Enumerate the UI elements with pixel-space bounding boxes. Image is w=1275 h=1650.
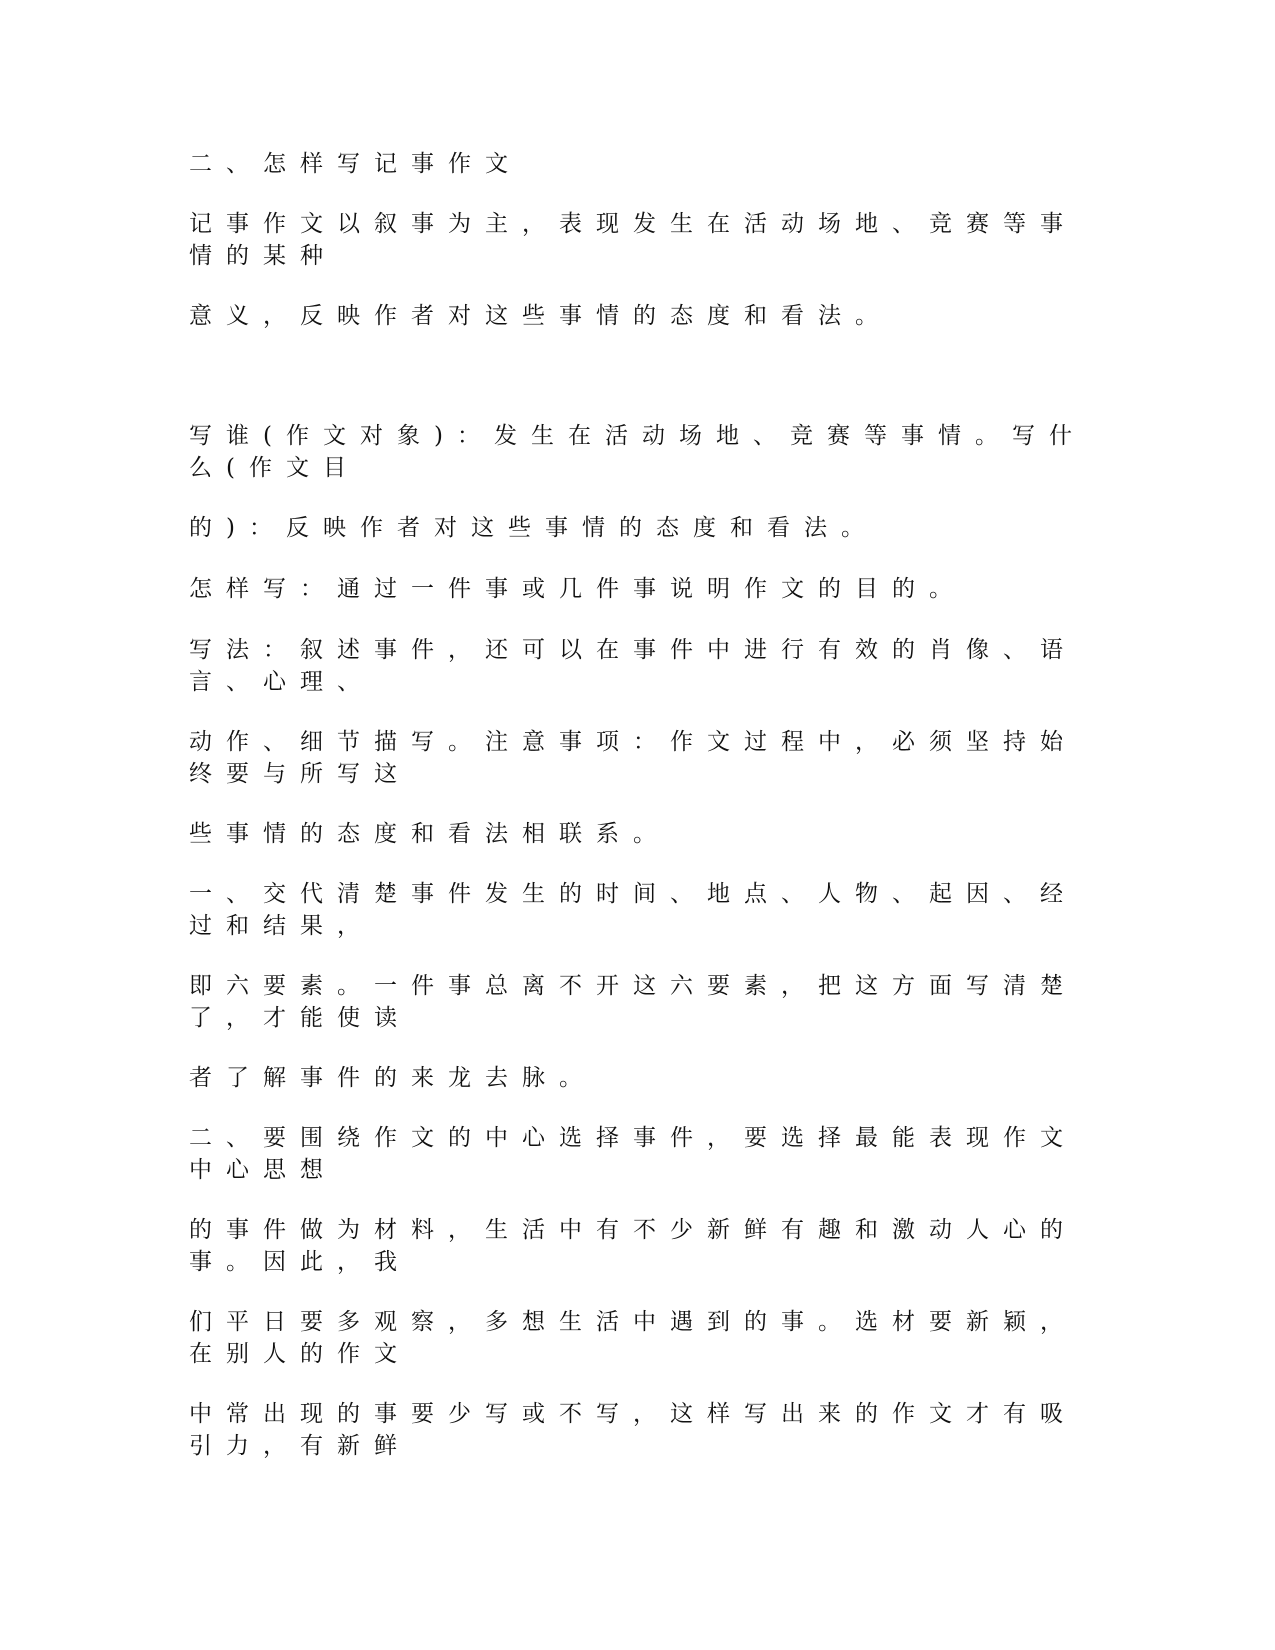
text-line: 终要与所写这 bbox=[189, 761, 411, 787]
text-line: 的事件做为材料，生活中有不少新鲜有趣和激动人心的 bbox=[189, 1217, 1077, 1243]
text-line: 记事作文以叙事为主，表现发生在活动场地、竞赛等事 bbox=[189, 211, 1077, 237]
paragraph bbox=[189, 726, 1079, 790]
paragraph bbox=[189, 512, 1079, 544]
text-line: 怎样写：通过一件事或几件事说明作文的目的。 bbox=[189, 576, 966, 602]
paragraph bbox=[189, 208, 1079, 272]
paragraph bbox=[189, 420, 1086, 484]
text-line: 一、交代清楚事件发生的时间、地点、人物、起因、经 bbox=[189, 881, 1077, 907]
text-line: 二、怎样写记事作文 bbox=[189, 151, 522, 177]
text-line: 者了解事件的来龙去脉。 bbox=[189, 1065, 596, 1091]
text-line: 情的某种 bbox=[189, 243, 337, 269]
section-heading bbox=[189, 148, 1079, 180]
text-line: 即六要素。一件事总离不开这六要素，把这方面写清楚 bbox=[189, 973, 1077, 999]
text-line: 中心思想 bbox=[189, 1157, 337, 1183]
paragraph bbox=[189, 878, 1079, 942]
text-line: 言、心理、 bbox=[189, 669, 374, 695]
paragraph bbox=[189, 1122, 1079, 1186]
paragraph bbox=[189, 818, 1079, 850]
paragraph bbox=[189, 1306, 1079, 1370]
paragraph bbox=[189, 1214, 1079, 1278]
paragraph bbox=[189, 573, 1079, 605]
text-line: 意义，反映作者对这些事情的态度和看法。 bbox=[189, 303, 892, 329]
paragraph bbox=[189, 634, 1079, 698]
text-line: 了，才能使读 bbox=[189, 1005, 411, 1031]
paragraph bbox=[189, 1062, 1079, 1094]
text-line: 写法：叙述事件，还可以在事件中进行有效的肖像、语 bbox=[189, 637, 1077, 663]
text-line: 动作、细节描写。注意事项：作文过程中，必须坚持始 bbox=[189, 729, 1077, 755]
text-line: 写谁(作文对象)：发生在活动场地、竞赛等事情。写什 bbox=[189, 423, 1086, 449]
text-line: 的)：反映作者对这些事情的态度和看法。 bbox=[189, 515, 878, 541]
paragraph bbox=[189, 1398, 1079, 1462]
text-line: 们平日要多观察，多想生活中遇到的事。选材要新颖， bbox=[189, 1309, 1077, 1335]
text-line: 些事情的态度和看法相联系。 bbox=[189, 821, 670, 847]
text-line: 二、要围绕作文的中心选择事件，要选择最能表现作文 bbox=[189, 1125, 1077, 1151]
paragraph bbox=[189, 300, 1079, 332]
text-line: 引力，有新鲜 bbox=[189, 1433, 411, 1459]
text-line: 过和结果， bbox=[189, 913, 374, 939]
text-line: 中常出现的事要少写或不写，这样写出来的作文才有吸 bbox=[189, 1401, 1077, 1427]
text-line: 么(作文目 bbox=[189, 455, 360, 481]
text-line: 在别人的作文 bbox=[189, 1341, 411, 1367]
paragraph bbox=[189, 970, 1079, 1034]
text-line: 事。因此，我 bbox=[189, 1249, 411, 1275]
